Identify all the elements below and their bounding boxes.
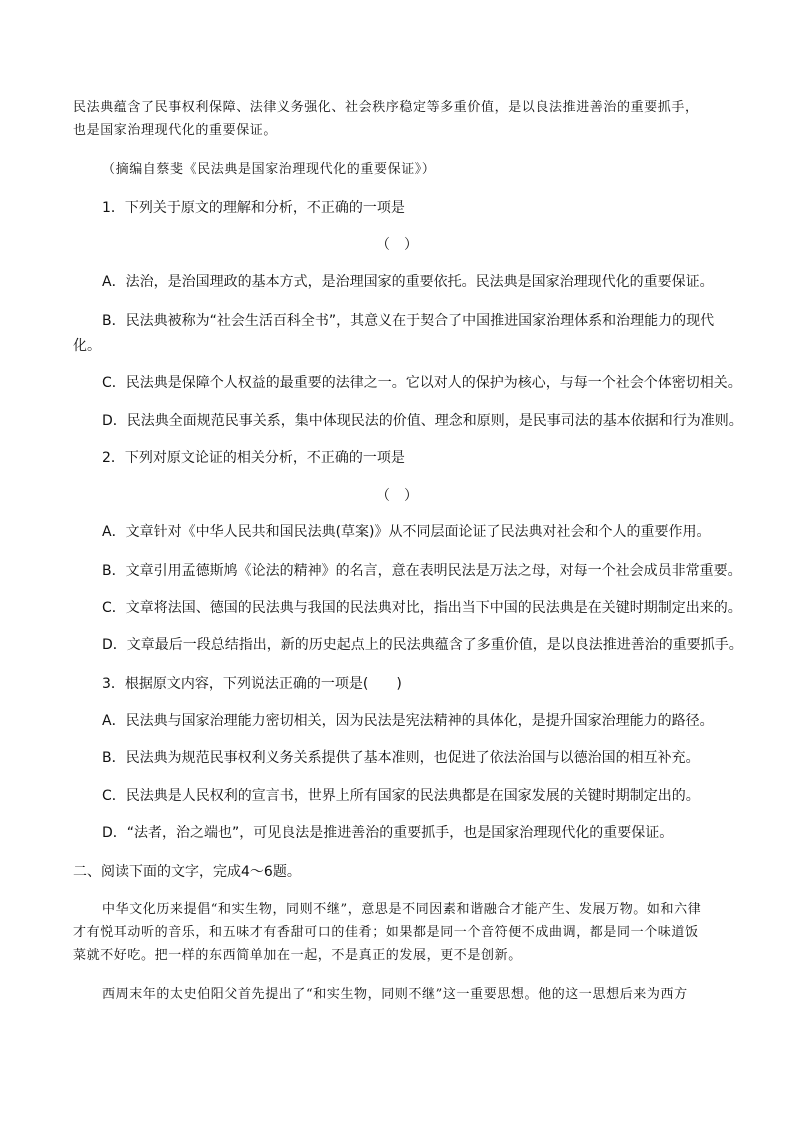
section-heading: 二、阅读下面的文字，完成4～6题。: [73, 864, 301, 880]
question-1-stem: 1．下列关于原文的理解和分析，不正确的一项是: [102, 200, 405, 216]
q2-option-d: D．文章最后一段总结指出，新的历史起点上的民法典蕴含了多重价值，是以良法推进善治的重要抓手。: [102, 637, 743, 653]
question-3-stem: 3．根据原文内容，下列说法正确的一项是( ): [102, 676, 402, 692]
passage-line: 民法典蕴含了民事权利保障、法律义务强化、社会秩序稳定等多重价值，是以良法推进善治的重要抓手，: [73, 100, 699, 115]
q3-option-d: D．“法者，治之端也”，可见良法是推进善治的重要抓手，也是国家治理现代化的重要保证。: [102, 825, 674, 841]
q2-option-b: B．文章引用孟德斯鸠《论法的精神》的名言，意在表明民法是万法之母，对每一个社会成员非常重要。: [102, 563, 742, 579]
q1-option-b-cont: 化。: [73, 338, 101, 354]
q3-option-a: A．民法典与国家治理能力密切相关，因为民法是宪法精神的具体化，是提升国家治理能力的路径。: [102, 713, 714, 729]
q2-option-a: A．文章针对《中华人民共和国民法典(草案)》从不同层面论证了民法典对社会和个人的重要作用。: [102, 524, 711, 540]
question-2-stem: 2．下列对原文论证的相关分析，不正确的一项是: [102, 450, 405, 466]
q2-option-c: C．文章将法国、德国的民法典与我国的民法典对比，指出当下中国的民法典是在关键时期制定出来的。: [102, 600, 742, 616]
section-paragraph-line: 才有悦耳动听的音乐，和五味才有香甜可口的佳肴；如果都是同一个音符便不成曲调，都是同一个味道饭: [73, 925, 699, 940]
q1-option-b: B．民法典被称为“社会生活百科全书”，其意义在于契合了中国推进国家治理体系和治理能力的现代: [102, 313, 715, 329]
q3-option-b: B．民法典为规范民事权利义务关系提供了基本准则，也促进了依法治国与以德治国的相互补充。: [102, 750, 700, 766]
passage-line: 也是国家治理现代化的重要保证。: [73, 123, 278, 138]
passage-source: （摘编自蔡斐《民法典是国家治理现代化的重要保证》）: [102, 162, 436, 177]
q1-option-c: C．民法典是保障个人权益的最重要的法律之一。它以对人的保护为核心，与每一个社会个体密切相关。: [102, 375, 742, 391]
section-paragraph-line: 西周末年的太史伯阳父首先提出了“和实生物，同则不继”这一重要思想。他的这一思想后来为西方: [102, 987, 688, 1002]
answer-paren: （ ）: [376, 488, 418, 504]
answer-paren: （ ）: [376, 237, 418, 253]
q1-option-d: D．民法典全面规范民事关系，集中体现民法的价值、理念和原则，是民事司法的基本依据和行为准则。: [102, 413, 743, 429]
section-paragraph-line: 中华文化历来提倡“和实生物，同则不继”，意思是不同因素和谐融合才能产生、发展万物。如和六律: [102, 902, 702, 917]
q1-option-a: A．法治，是治国理政的基本方式，是治理国家的重要依托。民法典是国家治理现代化的重要保证。: [102, 274, 714, 290]
q3-option-c: C．民法典是人民权利的宣言书，世界上所有国家的民法典都是在国家发展的关键时期制定出的。: [102, 788, 700, 804]
section-paragraph-line: 菜就不好吃。把一样的东西简单加在一起，不是真正的发展，更不是创新。: [73, 948, 522, 963]
